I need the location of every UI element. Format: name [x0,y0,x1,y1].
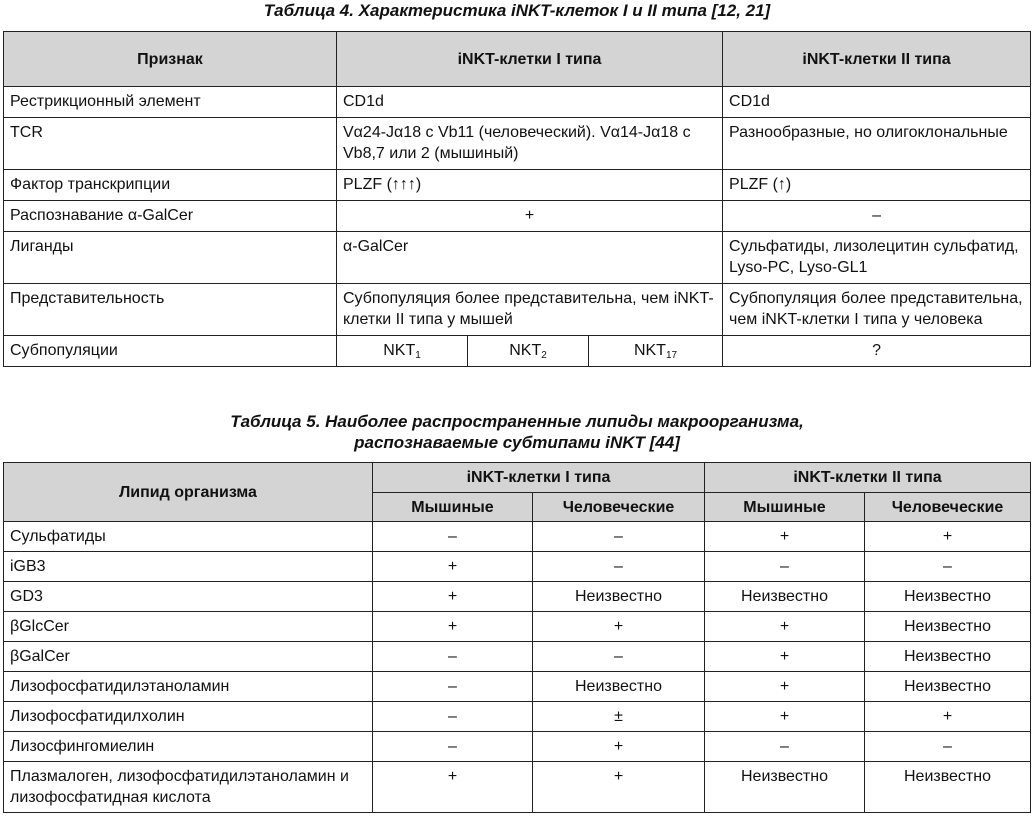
header-human: Человеческие [865,493,1031,522]
value-cell: – [533,552,705,582]
value-cell: – [533,642,705,672]
table-row [4,702,1031,732]
feature-cell: Представительность [4,284,337,336]
feature-cell: Субпопуляции [4,336,337,367]
table4-caption: Таблица 4. Характеристика iNKT-клеток I и II типа [12, 21] [263,1,771,20]
lipid-cell: Лизофосфатидилэтаноламин [4,672,373,702]
value-cell: + [373,582,533,612]
feature-cell: TCR [4,118,337,170]
value-cell: + [705,522,865,552]
lipid-cell: βGlcCer [4,612,373,642]
value-cell: + [373,612,533,642]
table-row [4,582,1031,612]
value-cell: + [705,672,865,702]
feature-cell: Распознавание α-GalCer [4,201,337,232]
table-row [4,522,1031,552]
table-row [4,87,1031,118]
table-row [4,336,1031,367]
table4-header-row [4,32,1031,87]
value-cell: + [705,702,865,732]
type1-cell: CD1d [337,87,723,118]
type2-cell: PLZF (↑) [723,170,1031,201]
lipid-cell: GD3 [4,582,373,612]
value-cell: Неизвестно [865,762,1031,813]
lipid-cell: Плазмалоген, лизофосфатидилэтаноламин и лизофосфатидная кислота [4,762,373,813]
table-row [4,232,1031,284]
value-cell: Неизвестно [705,762,865,813]
type2-cell: Разнообразные, но олигоклональные [723,118,1031,170]
header-type1: iNKT-клетки I типа [337,32,723,87]
type2-cell: – [723,201,1031,232]
value-cell: Неизвестно [865,612,1031,642]
lipid-cell: Лизофосфатидилхолин [4,702,373,732]
table-row [4,762,1031,813]
type2-cell: CD1d [723,87,1031,118]
value-cell: – [373,672,533,702]
type2-cell: ? [723,336,1031,367]
table-row [4,201,1031,232]
table-row [4,552,1031,582]
lipid-cell: iGB3 [4,552,373,582]
header-human: Человеческие [533,493,705,522]
value-cell: + [865,702,1031,732]
header-type1: iNKT-клетки I типа [373,463,705,493]
feature-cell: Лиганды [4,232,337,284]
feature-cell: Рестрикционный элемент [4,87,337,118]
table-row [4,672,1031,702]
lipid-cell: βGalCer [4,642,373,672]
table-row [4,284,1031,336]
value-cell: – [865,732,1031,762]
value-cell: + [705,612,865,642]
header-lipid: Липид организма [4,463,373,522]
table5-header-row [4,463,1031,493]
value-cell: + [865,522,1031,552]
value-cell: + [373,762,533,813]
value-cell: + [533,762,705,813]
value-cell: Неизвестно [533,672,705,702]
lipid-cell: Лизосфингомиелин [4,732,373,762]
lipid-cell: Сульфатиды [4,522,373,552]
value-cell: + [533,732,705,762]
table5-caption-line2: распознаваемые субтипами iNKT [44] [354,433,680,452]
value-cell: Неизвестно [533,582,705,612]
type2-cell: Сульфатиды, лизолецитин сульфатид, Lyso-PC, Lyso-GL1 [723,232,1031,284]
table-row [4,170,1031,201]
type1-cell: Субпопуляция более представительна, чем iNKT-клетки II типа у мышей [337,284,723,336]
header-feature: Признак [4,32,337,87]
table-row [4,118,1031,170]
type2-cell: Субпопуляция более представительна, чем iNKT-клетки I типа у человека [723,284,1031,336]
subpop-nkt1: $NKT_1$ [337,336,468,367]
type1-cell: + [337,201,723,232]
value-cell: – [705,732,865,762]
table5-caption [0,411,1034,453]
type1-cell: Vα24-Jα18 с Vb11 (человеческий). Vα14-Jα18 с Vb8,7 или 2 (мышиный) [337,118,723,170]
value-cell: Неизвестно [865,582,1031,612]
value-cell: – [533,522,705,552]
value-cell: + [705,642,865,672]
value-cell: Неизвестно [705,582,865,612]
subpop-nkt17: $NKT_{17}$ [589,336,723,367]
header-type2: iNKT-клетки II типа [705,463,1031,493]
table5 [3,462,1031,813]
value-cell: + [533,612,705,642]
value-cell: + [373,552,533,582]
table5-caption-line1: Таблица 5. Наиболее распространенные липиды макроорганизма, [230,412,804,431]
table-row [4,612,1031,642]
value-cell: – [373,732,533,762]
value-cell: – [373,642,533,672]
table-row [4,732,1031,762]
type1-cell: α-GalCer [337,232,723,284]
header-mouse: Мышиные [373,493,533,522]
value-cell: Неизвестно [865,672,1031,702]
value-cell: ± [533,702,705,732]
type1-cell: PLZF (↑↑↑) [337,170,723,201]
value-cell: – [373,702,533,732]
feature-cell: Фактор транскрипции [4,170,337,201]
value-cell: – [373,522,533,552]
value-cell: – [705,552,865,582]
header-mouse: Мышиные [705,493,865,522]
value-cell: – [865,552,1031,582]
table4 [3,31,1031,367]
value-cell: Неизвестно [865,642,1031,672]
table-row [4,642,1031,672]
header-type2: iNKT-клетки II типа [723,32,1031,87]
subpop-nkt2: $NKT_2$ [468,336,589,367]
